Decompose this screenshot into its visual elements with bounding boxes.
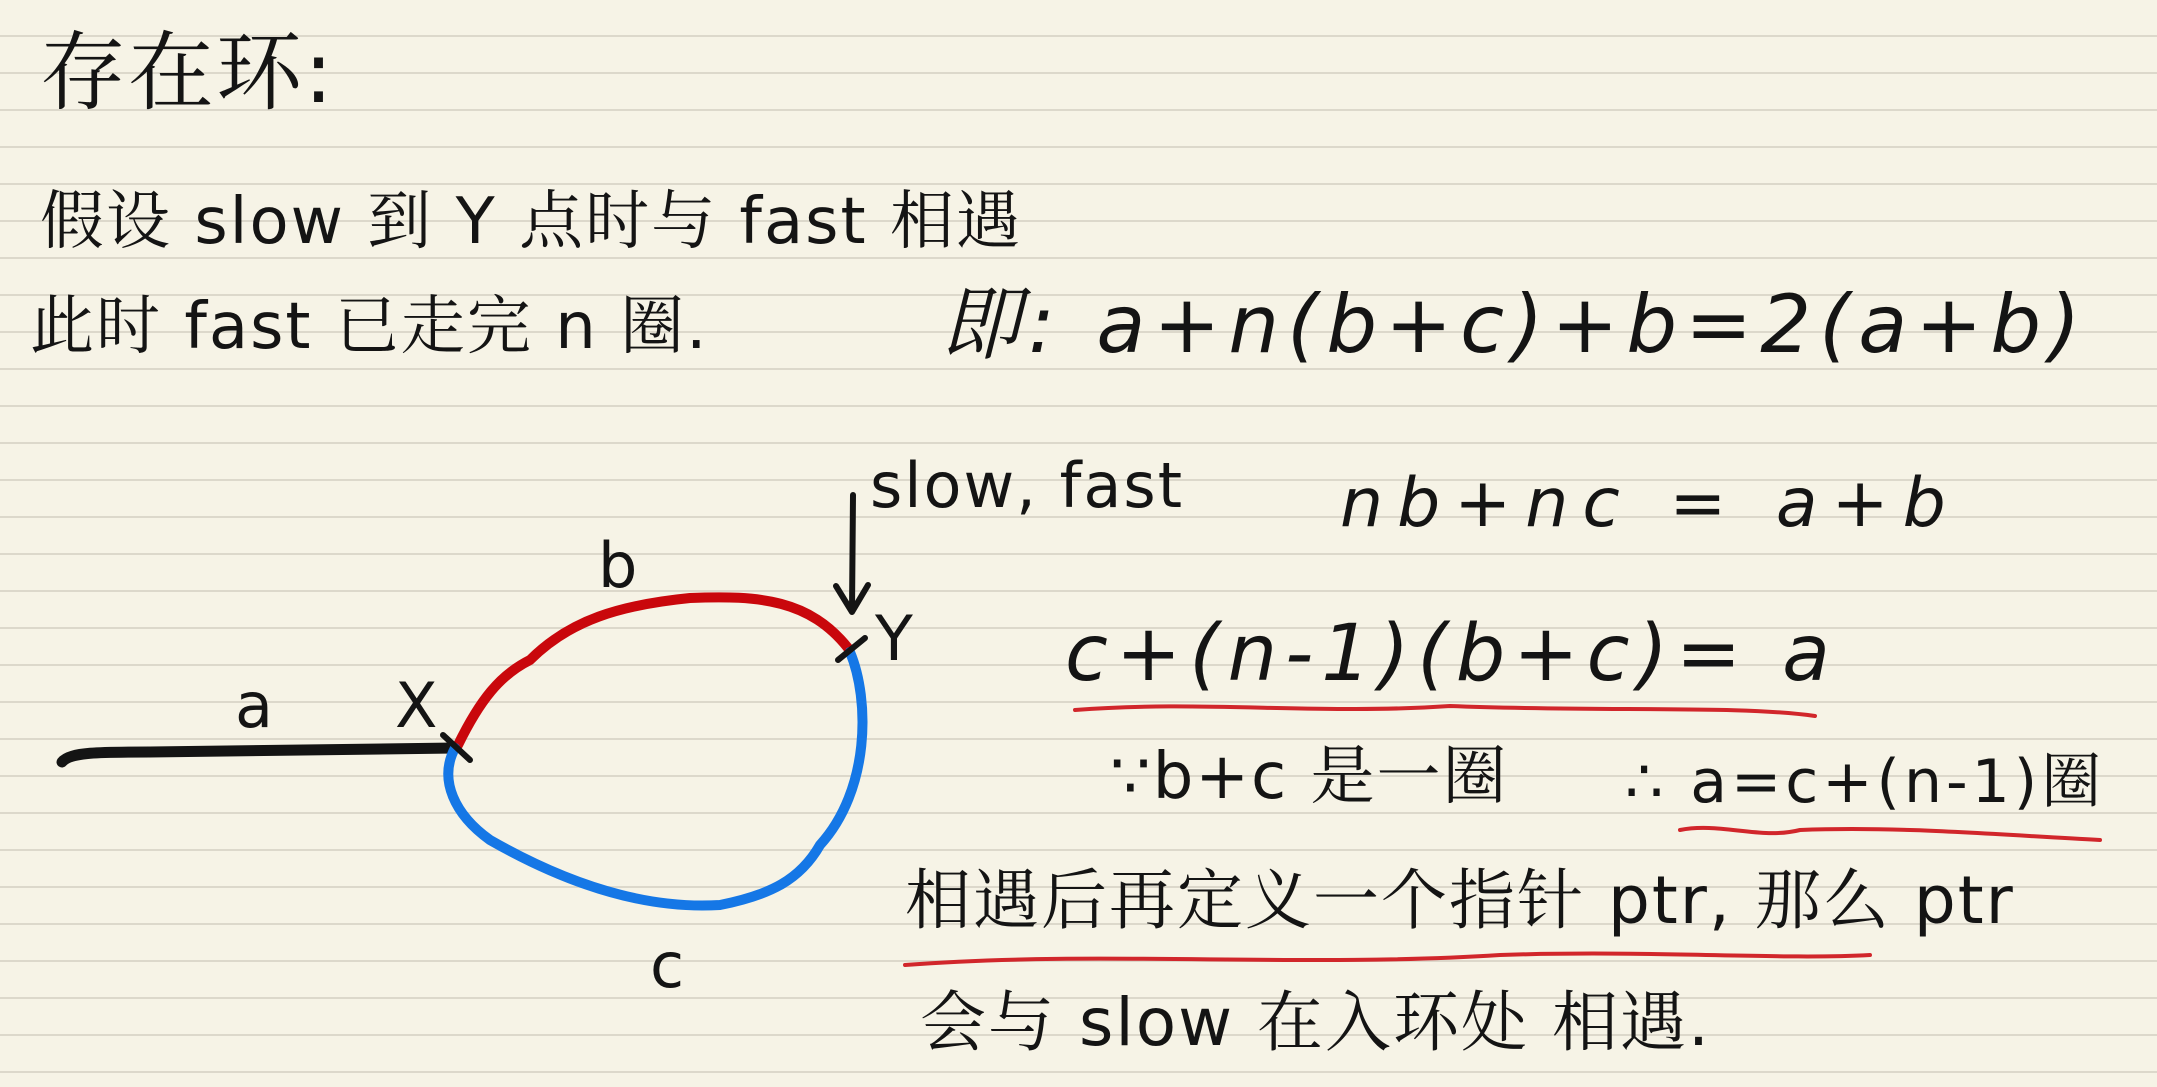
label-c: c <box>650 929 685 1002</box>
underline-equation-3 <box>1075 706 1815 716</box>
arrow-down-icon <box>836 495 868 612</box>
meeting-point-annotation: slow, fast <box>870 449 1185 522</box>
label-x: X <box>395 669 438 742</box>
label-a: a <box>235 669 273 742</box>
label-b: b <box>598 529 638 602</box>
therefore-statement: ∴ a=c+(n-1)圈 <box>1625 747 2106 817</box>
segment-c <box>448 652 862 906</box>
underline-therefore <box>1680 828 2100 840</box>
because-statement: ∵b+c 是一圈 <box>1110 740 1509 814</box>
label-y: Y <box>875 602 913 675</box>
assumption-line-2: 此时 fast 已走完 n 圈. <box>30 290 709 364</box>
page-title: 存在环: <box>40 23 335 123</box>
equation-1: 即: a+n(b+c)+b=2(a+b) <box>940 278 2089 371</box>
segment-a <box>62 748 455 762</box>
conclusion-line-1: 相遇后再定义一个指针 ptr, 那么 ptr <box>905 862 2015 939</box>
underline-conclusion <box>905 954 1870 965</box>
equation-2: nb+nc = a+b <box>1340 464 1960 543</box>
assumption-line-1: 假设 slow 到 Y 点时与 fast 相遇 <box>40 185 1022 259</box>
segment-b <box>458 597 848 745</box>
equation-3: c+(n-1)(b+c)= a <box>1065 609 1838 699</box>
conclusion-line-2: 会与 slow 在入环处 相遇. <box>920 984 1711 1061</box>
